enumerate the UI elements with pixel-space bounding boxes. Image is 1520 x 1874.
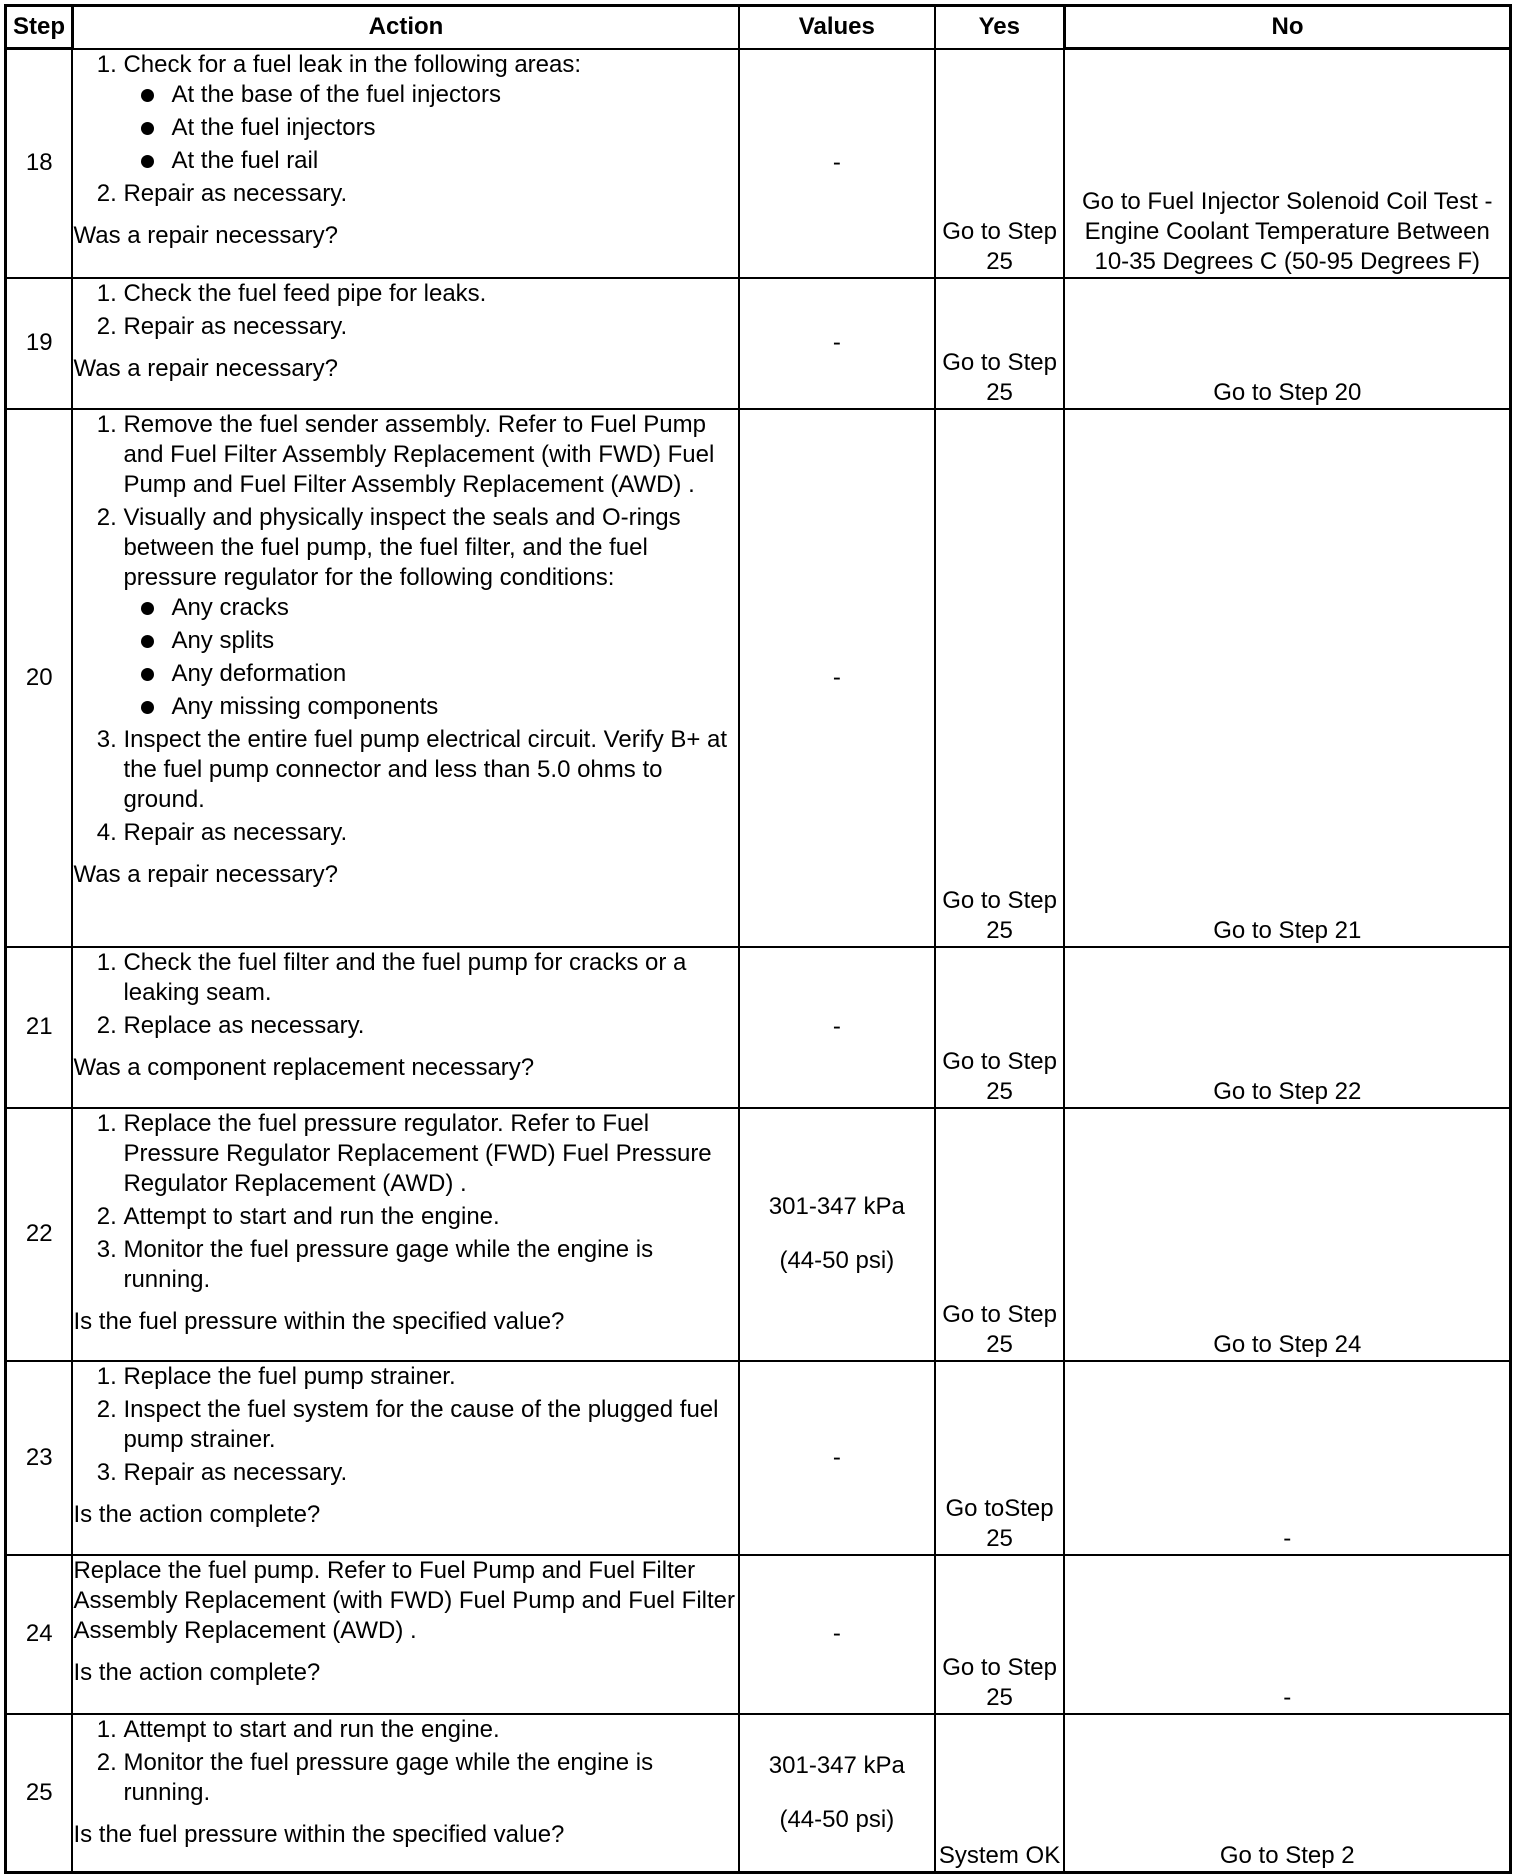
action-question: Is the fuel pressure within the specified value?: [73, 1820, 565, 1848]
header-row: [6, 6, 1511, 49]
action-steps: [73, 948, 738, 1041]
action-step: 1. Replace the fuel pump strainer.: [123, 1362, 738, 1392]
action-step-text: Check for a fuel leak in the following areas:: [123, 50, 582, 78]
header-action: Action: [72, 6, 739, 49]
yes-cell: System OK: [935, 1714, 1065, 1873]
action-steps: [73, 1109, 738, 1295]
no-cell: -: [1064, 1555, 1510, 1714]
action-question: Was a repair necessary?: [73, 354, 339, 382]
values-cell: -: [739, 1555, 935, 1714]
step-number: 23: [6, 1361, 73, 1555]
bullet-item: Any cracks: [171, 593, 738, 623]
action-text: Replace the fuel pump. Refer to Fuel Pump and Fuel Filter Assembly Replacement (with FWD) Fuel Pump and Fuel Filter Assembly Replacement (AWD) .: [73, 1556, 735, 1644]
action-cell: [72, 1108, 739, 1361]
bullet-item: At the base of the fuel injectors: [171, 80, 738, 110]
values-cell: -: [739, 1361, 935, 1555]
yes-cell: Go to Step 25: [935, 1108, 1065, 1361]
action-steps: [73, 279, 738, 342]
action-step: [123, 179, 738, 209]
action-cell: [72, 409, 739, 947]
bullet-item: At the fuel injectors: [171, 113, 738, 143]
yes-cell: Go to Step 25: [935, 409, 1065, 947]
action-cell: [72, 947, 739, 1108]
table-row: [6, 1361, 1511, 1555]
action-step: 1. Check the fuel feed pipe for leaks.: [123, 279, 738, 309]
action-step-text: Repair as necessary.: [123, 179, 348, 207]
yes-cell: Go to Step 25: [935, 947, 1065, 1108]
table-row: [6, 49, 1511, 278]
action-steps: [73, 1715, 738, 1808]
table-row: [6, 409, 1511, 947]
action-step: [123, 50, 738, 176]
value-kpa: 301-347 kPa: [768, 1193, 905, 1220]
action-step-text: Visually and physically inspect the seals and O-rings between the fuel pump, the fuel filter, and the fuel pressure regulator for the following conditions:: [123, 503, 681, 591]
step-number: 19: [6, 278, 73, 409]
bullet-item: Any splits: [171, 626, 738, 656]
step-number: 24: [6, 1555, 73, 1714]
no-cell: Go to Fuel Injector Solenoid Coil Test - Engine Coolant Temperature Between 10-35 Degrees C (50-95 Degrees F): [1064, 49, 1510, 278]
no-cell: Go to Step 22: [1064, 947, 1510, 1108]
values-cell: -: [739, 278, 935, 409]
action-question: Was a repair necessary?: [73, 860, 339, 888]
action-question: Is the action complete?: [73, 1500, 321, 1528]
yes-cell: Go to Step 25: [935, 278, 1065, 409]
step-number: 25: [6, 1714, 73, 1873]
no-cell: Go to Step 24: [1064, 1108, 1510, 1361]
table-header: [6, 6, 1511, 49]
table-row: [6, 1555, 1511, 1714]
action-question: Was a component replacement necessary?: [73, 1053, 535, 1081]
header-no: No: [1064, 6, 1510, 49]
table-row: [6, 1714, 1511, 1873]
header-values: Values: [739, 6, 935, 49]
value-psi: (44-50 psi): [779, 1247, 895, 1274]
no-cell: Go to Step 2: [1064, 1714, 1510, 1873]
action-step: 1. Check the fuel filter and the fuel pump for cracks or a leaking seam.: [123, 948, 738, 1008]
action-step: 1. Attempt to start and run the engine.: [123, 1715, 738, 1745]
bullet-item: At the fuel rail: [171, 146, 738, 176]
values-cell: [739, 1108, 935, 1361]
step-number: 21: [6, 947, 73, 1108]
values-cell: -: [739, 49, 935, 278]
values-cell: [739, 1714, 935, 1873]
table-row: [6, 1108, 1511, 1361]
table-body: [6, 49, 1511, 1873]
action-step: 4. Repair as necessary.: [123, 818, 738, 848]
action-step: 3. Inspect the entire fuel pump electrical circuit. Verify B+ at the fuel pump connector and less than 5.0 ohms to ground.: [123, 725, 738, 815]
action-cell: [72, 1714, 739, 1873]
action-question: Is the fuel pressure within the specified value?: [73, 1307, 565, 1335]
action-steps: [73, 410, 738, 848]
action-step: 2. Monitor the fuel pressure gage while the engine is running.: [123, 1748, 738, 1808]
table-row: [6, 947, 1511, 1108]
action-step: 2. Inspect the fuel system for the cause of the plugged fuel pump strainer.: [123, 1395, 738, 1455]
action-step: 2. Attempt to start and run the engine.: [123, 1202, 738, 1232]
diagnostic-table: [4, 4, 1512, 1874]
value-kpa: 301-347 kPa: [768, 1751, 905, 1779]
no-cell: -: [1064, 1361, 1510, 1555]
step-number: 18: [6, 49, 73, 278]
bullet-item: Any deformation: [171, 659, 738, 689]
action-cell: [72, 278, 739, 409]
action-question: Was a repair necessary?: [73, 221, 339, 249]
yes-cell: Go toStep 25: [935, 1361, 1065, 1555]
values-cell: -: [739, 947, 935, 1108]
no-cell: Go to Step 21: [1064, 409, 1510, 947]
action-step: 2. Repair as necessary.: [123, 312, 738, 342]
action-step: 1. Remove the fuel sender assembly. Refer to Fuel Pump and Fuel Filter Assembly Replacement (with FWD) Fuel Pump and Fuel Filter Assembly Replacement (AWD) .: [123, 410, 738, 500]
action-step: 1. Replace the fuel pressure regulator. Refer to Fuel Pressure Regulator Replacement (FWD) Fuel Pressure Regulator Replacement (AWD) .: [123, 1109, 738, 1199]
action-step: 3. Repair as necessary.: [123, 1458, 738, 1488]
action-cell: [72, 49, 739, 278]
bullet-list: [123, 593, 738, 722]
action-step: 3. Monitor the fuel pressure gage while the engine is running.: [123, 1235, 738, 1295]
action-cell: [72, 1361, 739, 1555]
values-cell: -: [739, 409, 935, 947]
header-yes: Yes: [935, 6, 1065, 49]
value-psi: (44-50 psi): [779, 1805, 895, 1833]
bullet-list: [123, 80, 738, 176]
action-step: 2. Replace as necessary.: [123, 1011, 738, 1041]
step-number: 20: [6, 409, 73, 947]
yes-cell: Go to Step 25: [935, 1555, 1065, 1714]
yes-cell: Go to Step 25: [935, 49, 1065, 278]
header-step: Step: [6, 6, 73, 49]
action-step: [123, 503, 738, 722]
no-cell: Go to Step 20: [1064, 278, 1510, 409]
table-row: [6, 278, 1511, 409]
action-cell: [72, 1555, 739, 1714]
step-number: 22: [6, 1108, 73, 1361]
bullet-item: Any missing components: [171, 692, 738, 722]
action-question: Is the action complete?: [73, 1658, 321, 1686]
action-steps: [73, 50, 738, 209]
action-steps: [73, 1362, 738, 1488]
